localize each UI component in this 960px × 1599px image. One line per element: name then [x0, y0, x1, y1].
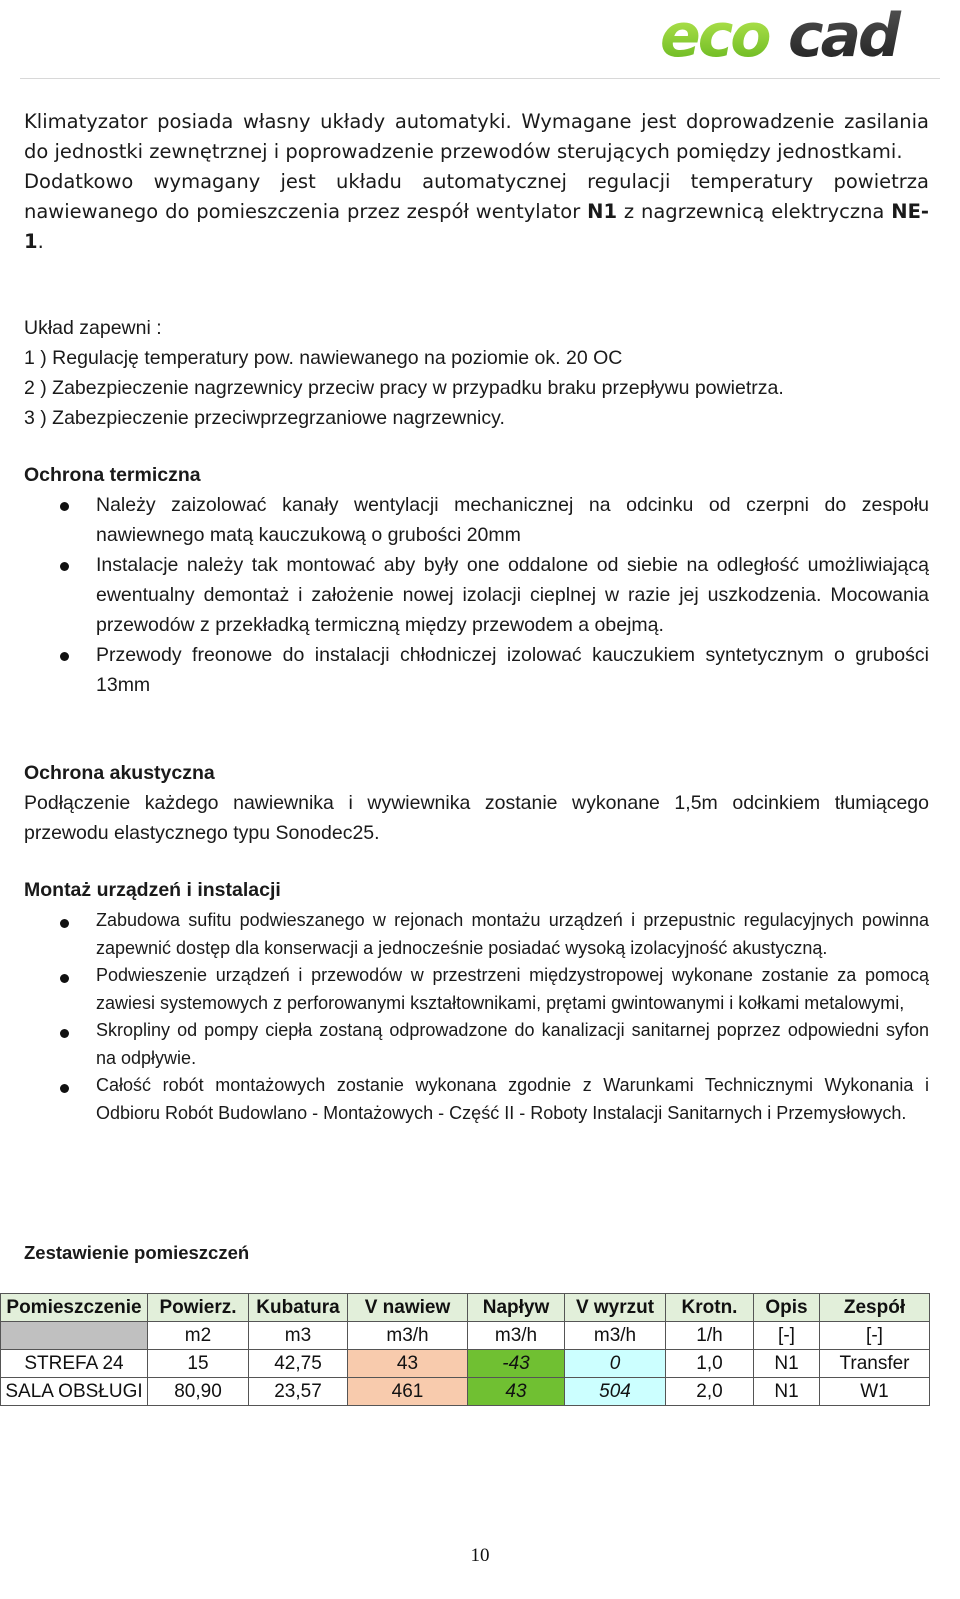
- table-cell: 42,75: [249, 1350, 348, 1378]
- intro-text: z nagrzewnicą elektryczna: [617, 200, 892, 223]
- thermal-heading: Ochrona termiczna: [24, 464, 201, 486]
- list-item-text: Instalacje należy tak montować aby były one oddalone od siebie na odległość umożliwiającą ewentualny demontaż i założenie nowej izolacji cieplnej w razie jej uszkodzenia. Mocowania przewodów z przekładką termiczną między przewodem a obejmą.: [96, 554, 929, 636]
- table-cell: m3/h: [468, 1322, 565, 1350]
- bullet-icon: [60, 562, 69, 571]
- heater-code: NE-1: [24, 200, 929, 253]
- table-cell: [1, 1322, 148, 1350]
- intro-paragraph-2: [24, 167, 929, 257]
- column-header: Powierz.: [148, 1294, 249, 1322]
- bullet-icon: [60, 502, 69, 511]
- table-cell: 43: [348, 1350, 468, 1378]
- intro-section: [24, 107, 929, 257]
- system-item: 2 ) Zabezpieczenie nagrzewnicy przeciw pracy w przypadku braku przepływu powietrza.: [24, 377, 784, 399]
- thermal-section: [24, 460, 929, 700]
- column-header: V wyrzut: [565, 1294, 666, 1322]
- table-cell: m3/h: [348, 1322, 468, 1350]
- list-item-text: Zabudowa sufitu podwieszanego w rejonach montażu urządzeń i przepustnic regulacyjnych powinna zapewnić dostęp dla konserwacji a jednocześnie posiadać wysoką izolacyjność akustyczną.: [96, 910, 929, 958]
- thermal-list: [24, 490, 929, 700]
- page-number: 10: [470, 1545, 490, 1566]
- list-item: [24, 962, 929, 1017]
- table-cell: m3/h: [565, 1322, 666, 1350]
- list-item: [24, 550, 929, 640]
- header-divider: [20, 78, 940, 79]
- svg-text:eco: eco: [660, 2, 769, 68]
- table-cell: 0: [565, 1350, 666, 1378]
- table-cell: 43: [468, 1378, 565, 1406]
- table-row: [1, 1378, 930, 1406]
- intro-text: .: [37, 230, 44, 253]
- intro-paragraph-1: Klimatyzator posiada własny układy automatyki. Wymagane jest doprowadzenie zasilania do jednostki zewnętrznej i poprowadzenie przewodów sterujących pomiędzy jednostkami.: [24, 110, 929, 163]
- list-item: [24, 1072, 929, 1127]
- bullet-icon: [60, 652, 69, 661]
- acoustic-heading: Ochrona akustyczna: [24, 762, 215, 784]
- rooms-table: [0, 1293, 930, 1406]
- table-header-row: [1, 1294, 930, 1322]
- list-item-text: Całość robót montażowych zostanie wykonana zgodnie z Warunkami Technicznymi Wykonania i Odbioru Robót Budowlano - Montażowych - Część II - Roboty Instalacji Sanitarnych i Przemysłowych.: [96, 1075, 929, 1123]
- page-header: [0, 0, 960, 80]
- system-item: 1 ) Regulację temperatury pow. nawiewanego na poziomie ok. 20 OC: [24, 347, 623, 369]
- table-cell: N1: [754, 1350, 820, 1378]
- list-item-text: Należy zaizolować kanały wentylacji mechanicznej na odcinku od czerpni do zespołu nawiewnego matą kauczukową o grubości 20mm: [96, 494, 929, 546]
- table-cell: 23,57: [249, 1378, 348, 1406]
- table-cell: 2,0: [666, 1378, 754, 1406]
- list-item-text: Przewody freonowe do instalacji chłodniczej izolować kauczukiem syntetycznym o grubości 13mm: [96, 644, 929, 696]
- list-item: [24, 907, 929, 962]
- table-cell: 1/h: [666, 1322, 754, 1350]
- column-header: Krotn.: [666, 1294, 754, 1322]
- list-item: [24, 640, 929, 700]
- table-cell: -43: [468, 1350, 565, 1378]
- acoustic-section: [24, 758, 929, 848]
- system-title: Układ zapewni :: [24, 317, 162, 339]
- table-cell: 461: [348, 1378, 468, 1406]
- system-item: 3 ) Zabezpieczenie przeciwprzegrzaniowe nagrzewnicy.: [24, 407, 505, 429]
- svg-text:cad: cad: [788, 2, 899, 68]
- column-header: Opis: [754, 1294, 820, 1322]
- table-cell: m2: [148, 1322, 249, 1350]
- intro-text: Dodatkowo wymagany jest układu automatycznej regulacji temperatury powietrza nawiewanego do pomieszczenia przez zespół wentylator: [24, 170, 929, 223]
- bullet-icon: [60, 1029, 69, 1038]
- column-header: Pomieszczenie: [1, 1294, 148, 1322]
- installation-heading: Montaż urządzeń i instalacji: [24, 879, 281, 901]
- column-header: Napływ: [468, 1294, 565, 1322]
- table-cell: N1: [754, 1378, 820, 1406]
- list-item: [24, 1017, 929, 1072]
- system-functions: [24, 313, 929, 433]
- list-item-text: Skropliny od pompy ciepła zostaną odprowadzone do kanalizacji sanitarnej poprzez odpowiedni syfon na odpływie.: [96, 1020, 929, 1068]
- table-cell: [-]: [820, 1322, 930, 1350]
- fan-code: N1: [587, 200, 618, 223]
- rooms-heading: Zestawienie pomieszczeń: [24, 1242, 250, 1263]
- bullet-icon: [60, 1084, 69, 1093]
- installation-list: [24, 907, 929, 1127]
- table-cell: W1: [820, 1378, 930, 1406]
- table-cell: Transfer: [820, 1350, 930, 1378]
- table-cell: m3: [249, 1322, 348, 1350]
- table-cell: SALA OBSŁUGI: [1, 1378, 148, 1406]
- column-header: Kubatura: [249, 1294, 348, 1322]
- table-row: [1, 1350, 930, 1378]
- column-header: V nawiew: [348, 1294, 468, 1322]
- list-item: [24, 490, 929, 550]
- table-cell: 1,0: [666, 1350, 754, 1378]
- ecocad-logo: [660, 2, 950, 68]
- installation-section: [24, 875, 929, 1127]
- table-units-row: [1, 1322, 930, 1350]
- table-cell: 504: [565, 1378, 666, 1406]
- list-item-text: Podwieszenie urządzeń i przewodów w przestrzeni międzystropowej wykonane zostanie za pomocą zawiesi systemowych z perforowanymi kształtownikami, prętami gwintowanymi i kołkami metalowymi,: [96, 965, 929, 1013]
- column-header: Zespół: [820, 1294, 930, 1322]
- bullet-icon: [60, 919, 69, 928]
- table-cell: [-]: [754, 1322, 820, 1350]
- rooms-heading-block: [24, 1238, 929, 1268]
- bullet-icon: [60, 974, 69, 983]
- table-cell: STREFA 24: [1, 1350, 148, 1378]
- table-cell: 15: [148, 1350, 249, 1378]
- table-cell: 80,90: [148, 1378, 249, 1406]
- acoustic-text: Podłączenie każdego nawiewnika i wywiewnika zostanie wykonane 1,5m odcinkiem tłumiącego przewodu elastycznego typu Sonodec25.: [24, 792, 929, 844]
